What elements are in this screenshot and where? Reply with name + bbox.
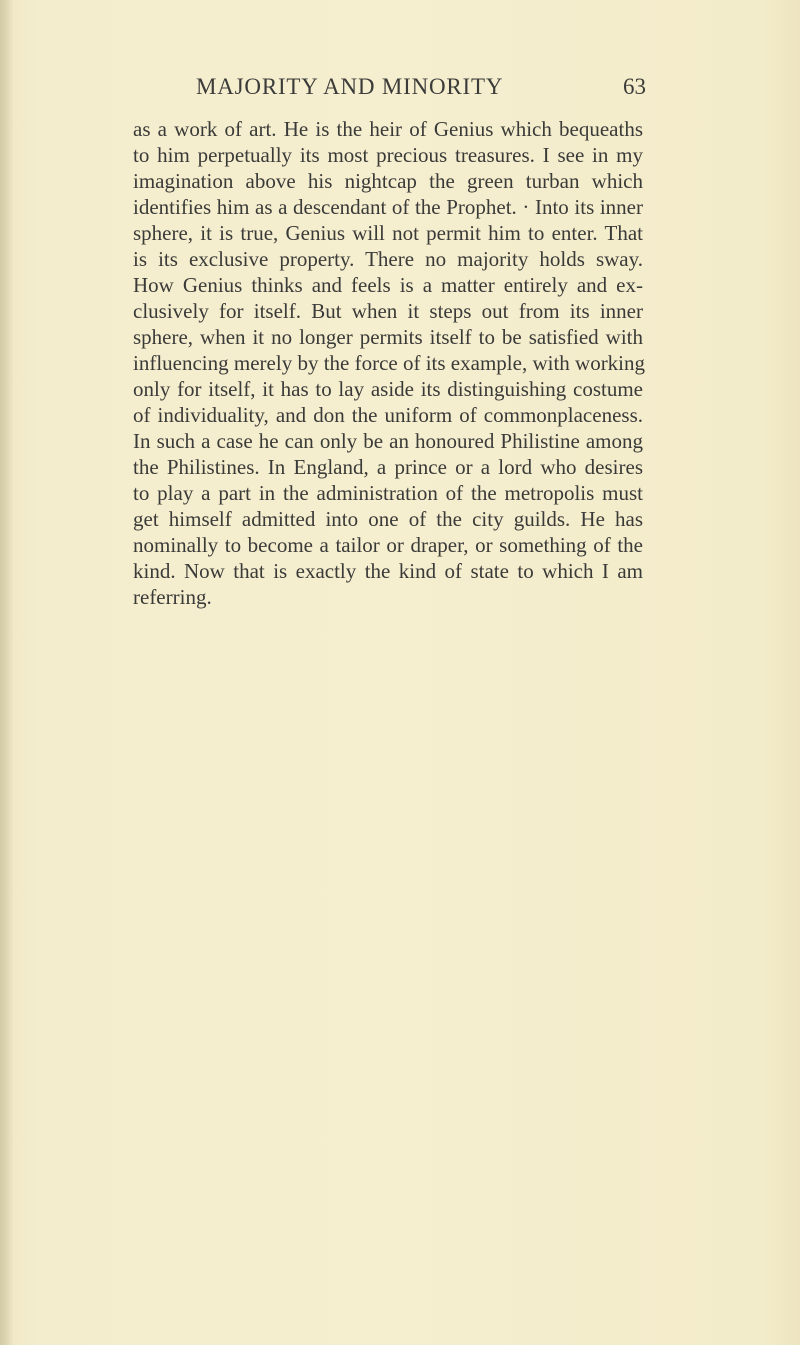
text-line: How Genius thinks and feels is a matter entirely and ex- <box>133 273 643 297</box>
body-text <box>133 116 646 610</box>
running-title: MAJORITY AND MINORITY <box>196 74 504 99</box>
text-line: get himself admitted into one of the city guilds. He has <box>133 507 643 531</box>
text-line: sphere, it is true, Genius will not permit him to enter. That <box>133 221 643 245</box>
page-number: 63 <box>623 74 646 99</box>
text-line: imagination above his nightcap the green turban which <box>133 169 643 193</box>
text-line: influencing merely by the force of its example, with working <box>133 351 646 375</box>
text-line: the Philistines. In England, a prince or a lord who desires <box>133 455 643 479</box>
text-line: kind. Now that is exactly the kind of state to which I am <box>133 559 643 583</box>
text-line: In such a case he can only be an honoured Philistine among <box>133 429 643 453</box>
text-line: is its exclusive property. There no majority holds sway. <box>133 247 643 271</box>
text-line: sphere, when it no longer permits itself to be satisfied with <box>133 325 643 349</box>
text-line: identifies him as a descendant of the Prophet. · Into its inner <box>133 195 643 219</box>
text-line: as a work of art. He is the heir of Genius which bequeaths <box>133 117 643 141</box>
text-line: of individuality, and don the uniform of commonplaceness. <box>133 403 643 427</box>
gutter-shadow <box>0 0 14 1345</box>
text-line: to play a part in the administration of the metropolis must <box>133 481 643 505</box>
text-line: only for itself, it has to lay aside its distinguishing costume <box>133 377 643 401</box>
text-line: clusively for itself. But when it steps out from its inner <box>133 299 643 323</box>
text-line-last: referring. <box>133 585 212 609</box>
text-line: to him perpetually its most precious treasures. I see in my <box>133 143 643 167</box>
text-line: nominally to become a tailor or draper, or something of the <box>133 533 643 557</box>
